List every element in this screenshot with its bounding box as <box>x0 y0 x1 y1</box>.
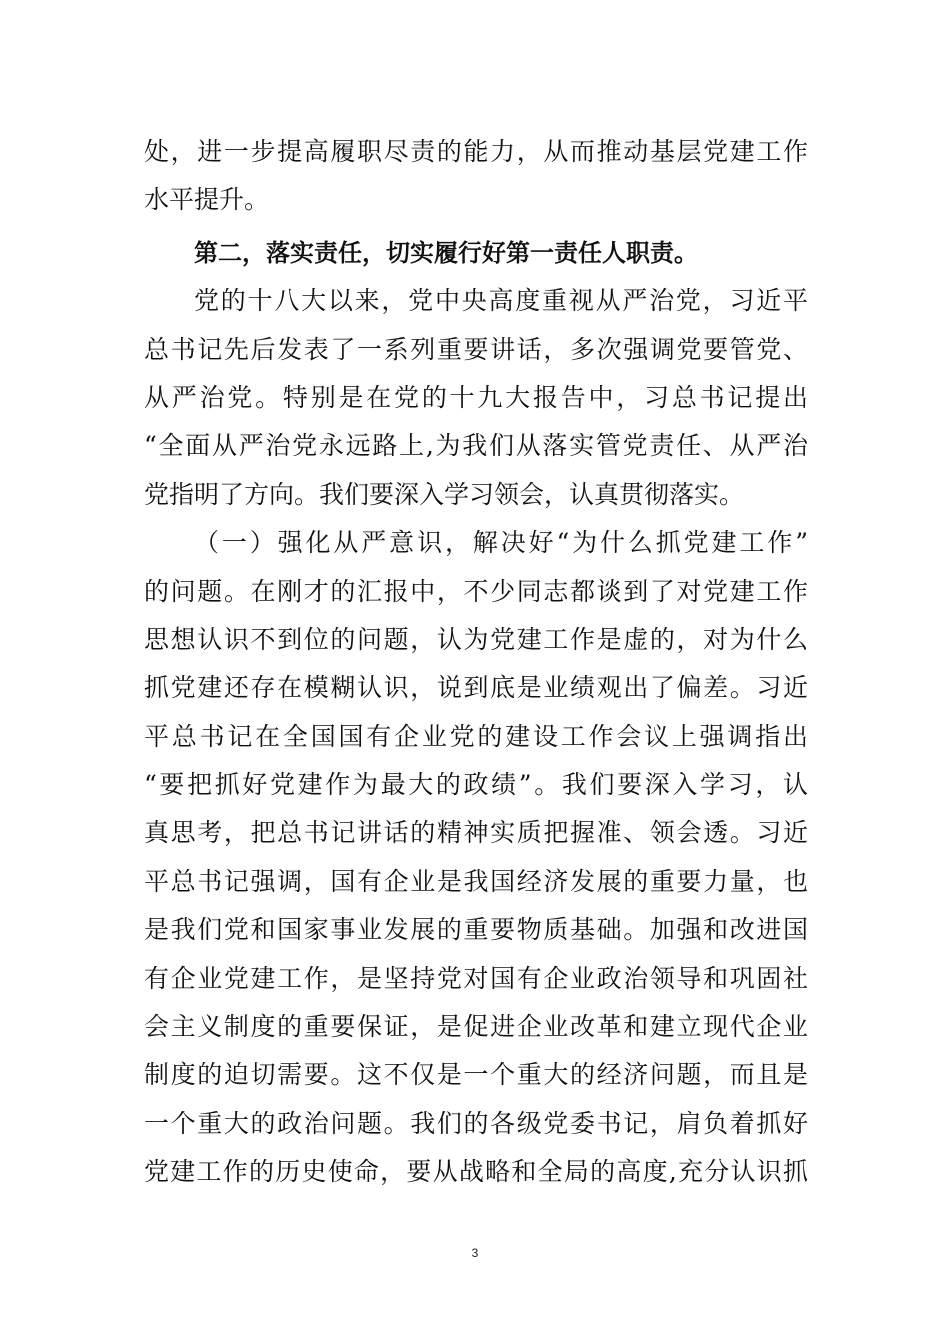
text-line: 思想认识不到位的问题，认为党建工作是虚的，对为什么 <box>144 624 808 654</box>
section-heading: 第二，落实责任，切实履行好第一责任人职责。 <box>194 238 698 267</box>
text-line: 平总书记在全国国有企业党的建设工作会议上强调指出 <box>144 721 808 751</box>
page-number: 3 <box>471 1246 479 1260</box>
text-line: 抓党建还存在模糊认识，说到底是业绩观出了偏差。习近 <box>144 673 808 703</box>
text-line: 党的十八大以来，党中央高度重视从严治党，习近平 <box>194 286 808 316</box>
text-line: 平总书记强调，国有企业是我国经济发展的重要力量，也 <box>144 866 808 896</box>
text-line: 有企业党建工作，是坚持党对国有企业政治领导和巩固社 <box>144 963 808 993</box>
text-line: 制度的迫切需要。这不仅是一个重大的经济问题，而且是 <box>144 1060 808 1090</box>
text-line: 从严治党。特别是在党的十九大报告中，习总书记提出 <box>144 382 808 412</box>
text-line: 一个重大的政治问题。我们的各级党委书记，肩负着抓好 <box>144 1108 808 1138</box>
text-line: 是我们党和国家事业发展的重要物质基础。加强和改进国 <box>144 915 808 945</box>
body-text <box>144 128 808 1197</box>
text-line: 总书记先后发表了一系列重要讲话，多次强调党要管党、 <box>144 334 808 364</box>
text-line: “要把抓好党建作为最大的政绩”。我们要深入学习，认 <box>144 770 808 800</box>
text-line: 的问题。在刚才的汇报中，不少同志都谈到了对党建工作 <box>144 576 808 606</box>
subsection-heading: （一）强化从严意识，解决好“为什么抓党建工作” <box>194 528 808 558</box>
text-line: “全面从严治党永远路上,为我们从落实管党责任、从严治 <box>144 431 808 461</box>
text-line: 党指明了方向。我们要深入学习领会，认真贯彻落实。 <box>144 479 745 509</box>
text-line: 处，进一步提高履职尽责的能力，从而推动基层党建工作 <box>144 137 808 166</box>
text-line: 会主义制度的重要保证，是促进企业改革和建立现代企业 <box>144 1012 808 1042</box>
text-line: 真思考，把总书记讲话的精神实质把握准、领会透。习近 <box>144 818 808 848</box>
text-line: 水平提升。 <box>144 185 270 215</box>
text-line: 党建工作的历史使命，要从战略和全局的高度,充分认识抓 <box>144 1157 808 1187</box>
